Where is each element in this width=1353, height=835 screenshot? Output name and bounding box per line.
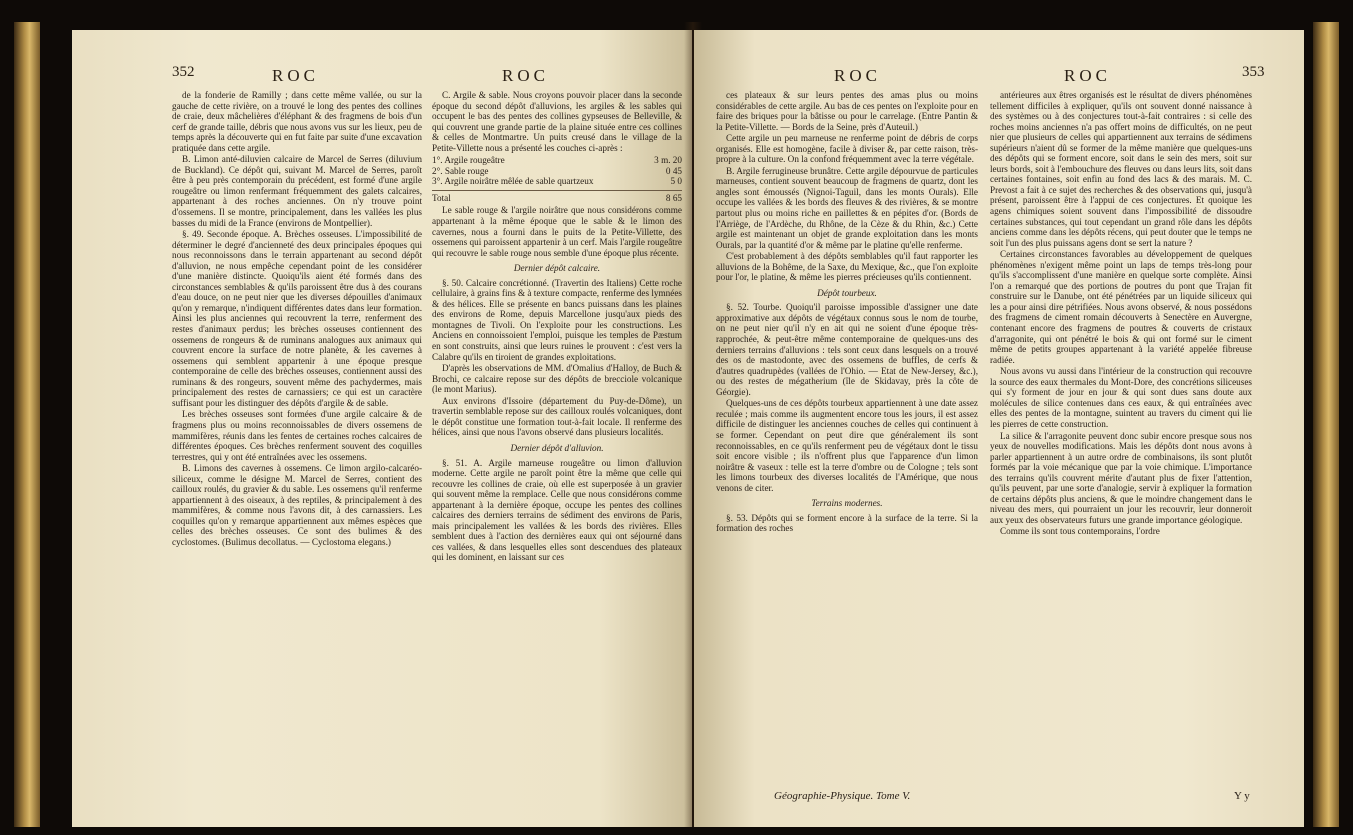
paragraph: ces plateaux & sur leurs pentes des amas plus ou moins considérables de cette argile. Au bas de ces pentes on l'exploite pour en faire des briques pour la bâtisse ou pour le carrelage. (Entre Pantin & la Petite-Villette. — Bords de la Seine, près d'Auteuil.) <box>716 90 978 132</box>
footer-signature: Géographie-Physique. Tome V. <box>774 790 911 802</box>
right-header-left: ROC <box>834 66 881 85</box>
left-page <box>72 30 692 827</box>
paragraph: §. 50. Calcaire concrétionné. (Travertin des Italiens) Cette roche cellulaire, à grains fins & à texture compacte, renferme des lymnées & des hélices. Elle se présente en bancs puissans dans les plaines des environs de Rome, depuis Marcellone jusqu'aux pieds des montagnes de Tivoli. On l'exploite pour les constructions. Les Anciens en connoissoient l'emploi, puisque les temples de Pæstum en sont construits, ainsi que leurs ruines le prouvent : c'est vers la Calabre qu'ils en tiroient de grandes exploitations. <box>432 277 682 362</box>
paragraph: B. Limon anté-diluvien calcaire de Marcel de Serres (diluvium de Buckland). Ce dépôt qui, suivant M. Marcel de Serres, paroît être à peu près contemporain du précédent, est formé d'une argile rougeâtre ou limon renfermant fréquemment des galets calcaires, appartenant à des roches anciennes. On n'y trouve point d'ossemens. Il se montre, principalement, dans les vallées les plus basses du midi de la France (environs de Montpellier). <box>172 154 422 228</box>
section-subtitle: Dernier dépôt d'alluvion. <box>510 442 604 453</box>
paragraph: de la fonderie de Ramilly ; dans cette même vallée, ou sur la gauche de cette rivière, on a trouvé le long des pentes des collines de craie, deux mâchelières d'éléphant & des fragmens de bois d'un cerf de grande taille, débris que nous avons vus sur les lieux, peu de temps après la découverte qui en fut faite par suite d'une excavation pratiquée dans cette argile. <box>172 90 422 153</box>
left-page-number: 352 <box>172 64 195 80</box>
paragraph: Aux environs d'Issoire (département du Puy-de-Dôme), un travertin semblable repose sur des cailloux roulés volcaniques, dont le dépôt constitue une formation tout-à-fait locale. Il renferme des hélices, ainsi que nous l'avons observé dans plusieurs localités. <box>432 395 682 438</box>
paragraph: Nous avons vu aussi dans l'intérieur de la construction qui recouvre la source des eaux thermales du Mont-Dore, des concrétions siliceuses qui s'y forment de jour en jour & qui sont dues sans doute aux molécules de silice contenues dans ces eaux, & qui entraînées avec elles des pentes de la montagne, suintent au travers du ciment qui lie les pierres de cette construction. <box>990 366 1252 429</box>
paragraph: Le sable rouge & l'argile noirâtre que nous considérons comme appartenant à la même époque que le sable & le limon des cavernes, nous a fourni dans le puits de la Petite-Villette, des ossemens qui paroissent appartenir à un cerf. Mais l'argile rougeâtre qui recouvre le sable rouge nous semble d'une époque plus récente. <box>432 205 682 258</box>
paragraph: D'après les observations de MM. d'Omalius d'Halloy, de Buch & Brochi, ce calcaire repose sur des dépôts de brecciole volcanique (le mont Marius). <box>432 363 682 395</box>
paragraph: Cette argile un peu marneuse ne renferme point de débris de corps organisés. Elle est homogène, facile à diviser &, par cette raison, très-propre à la culture. On la confond fréquemment avec la terre végétale. <box>716 133 978 165</box>
table-row: 3°. Argile noirâtre mêlée de sable quartzeux 5 0 <box>432 176 682 187</box>
footer-mark: Y y <box>1234 790 1250 802</box>
right-page-number: 353 <box>1242 64 1265 80</box>
paragraph: antérieures aux êtres organisés est le résultat de divers phénomènes tellement difficiles à expliquer, qu'ils ont souvent donné naissance à des systèmes ou à des conjectures tout-à-fait contraires : si celle des roches moins anciennes n'a pas offert moins de difficultés, on ne peut nier que plusieurs de celles qui appartiennent aux terrains de sédimens supérieurs n'aient dû se former de la même manière que quelques-uns des dépôts qui se forment encore, soit dans le sein des mers, soit sur leurs bords, soit à l'embouchure des fleuves ou dans leurs lits, soit dans certaines fontaines, soit enfin au fond des lacs & des marais. M. C. Prevost a fait à ce sujet des recherches & des observations qui, jusqu'à présent, paroissent être à l'appui de ces conjectures. Et quoique les agens chimiques soient souvent dans l'impossibilité de dissoudre certaines substances, qui tout cependant un grand rôle dans les dépôts anciens comme dans les dépôts récens, qui peut douter que le temps ne soit l'un des plus puissans agens dont se sert la nature ? <box>990 90 1252 248</box>
paragraph: Quelques-uns de ces dépôts tourbeux appartiennent à une date assez reculée ; mais comme ils augmentent encore tous les jours, il est assez difficile de distinguer les anciennes couches de celles qui continuent à se former. Cependant on peut dire que généralement ils sont reconnoissables, en ce qu'ils renferment peu de végétaux dont le tissu soit encore visible ; ils n'offrent plus que l'apparence d'un limon noirâtre & vaseux : telle est la terre d'ombre ou de Cologne ; tels sont les limons tourbeux des diverses localités de l'Amérique, que nous venons de citer. <box>716 398 978 493</box>
section-subtitle: Terrains modernes. <box>811 498 883 509</box>
paragraph: B. Limons des cavernes à ossemens. Ce limon argilo-calcaréo-siliceux, comme le désigne M. Marcel de Serres, contient des cailloux roulés, du gravier & du sable. Les ossemens qu'il renferme appartiennent à des oiseaux, à des reptiles, & principalement à des mammifères, & comme nous l'avons dit, à des carnassiers. Les coquilles qu'on y remarque appartiennent aux mêmes espèces que celles des brèches osseuses. Ce sont des bulimes & des cyclostomes. (Bulimus decollatus. — Cyclostoma elegans.) <box>172 463 422 547</box>
section-subtitle: Dépôt tourbeux. <box>817 287 877 298</box>
right-page <box>694 30 1304 827</box>
strata-table <box>432 155 682 203</box>
open-book <box>14 22 1339 827</box>
table-row: 1°. Argile rougeâtre 3 m. 20 <box>432 155 682 166</box>
paragraph: §. 49. Seconde époque. A. Brèches osseuses. L'impossibilité de déterminer le degré d'ancienneté des deux principales époques qui nous reconnoissons dans le terrain appartenant au second dépôt d'alluvion, ne nous empêche cependant point de les considérer d'une manière distincte. Quoiqu'ils aient été formés dans des circonstances semblables & qu'ils paroissent être dus à des courans d'eau douce, on ne peut nier que les diverses dépouilles d'animaux qu'on y remarque, n'indiquent différentes dates dans leur formation. Ainsi les plus anciennes qui recouvrent la terre, renferment des restes d'animaux perdus; les brèches osseuses contiennent des ossemens de rongeurs & de ruminans analogues aux animaux qui couvrent encore la surface de notre planète, & les cavernes à ossemens qui semblent appartenir à une époque presque contemporaine de celle des brèches osseuses, contiennent aussi des ruminans & des rongeurs, souvent même des pachydermes, mais principalement des restes de carnassiers; ce qui est un caractère suffisant pour les distinguer des dépôts d'argile & de sable. <box>172 229 422 408</box>
left-column-2 <box>432 90 682 564</box>
paragraph: B. Argile ferrugineuse brunâtre. Cette argile dépourvue de particules marneuses, contient souvent beaucoup de fragmens de quartz, dont les angles sont émoussés (Nignoi-Taguil, dans les monts Ourals). Elle occupe les vallées & les bords des fleuves & des rivières, & se montre partout plus ou moins riche en paillettes & en pépites d'or. (Bords de l'Arriège, de l'Ardèche, du Rhône, de la Cèze & du Rhin, &c.) Cette argile est maintenant un objet de grande exploitation dans les monts Ourals, par la quantité d'or & même par le platine qu'elle renferme. <box>716 165 978 250</box>
paragraph: §. 53. Dépôts qui se forment encore à la surface de la terre. Si la formation des roches <box>716 512 978 534</box>
book-edge-right <box>1313 22 1339 827</box>
table-row: 2°. Sable rouge 0 45 <box>432 165 682 176</box>
right-column-1 <box>716 90 978 535</box>
left-column-1 <box>172 90 422 549</box>
paragraph: La silice & l'arragonite peuvent donc subir encore presque sous nos yeux de nouvelles modifications. Mais les dépôts dont nous avons à parler appartiennent à un autre ordre de combinaisons, ils sont plutôt formés par la voie mécanique que par la voie chimique. L'importance des terrains qu'ils couvrent mérite d'autant plus de fixer l'attention, qu'ils peuvent, par une sorte d'analogie, servir à expliquer la formation de certains dépôts plus anciens, & que le moindre changement dans le niveau des mers, qui pourraient un jour les recouvrir, leur donneroit aux yeux des observateurs futurs une grande importance géologique. <box>990 430 1252 525</box>
paragraph: Certaines circonstances favorables au développement de quelques phénomènes n'exigent même point un laps de temps très-long pour qu'ils s'accomplissent d'une manière en quelque sorte complète. Ainsi l'on a remarqué que des portions de poutres du pont que Trajan fit construire sur le Danube, ont été pénétrées par un liquide siliceux qui les a pour ainsi dire pétrifiées. Nous avons observé, & nous possédons des fragmens de ciment romain découverts à Senectère en Auvergne, contenant encore des fragmens de poutres & couverts de cristaux d'arragonite, qui ont pénétré le bois & qui ont formé sur le ciment même de petits groupes appartenant à la variété appelée fibreuse radiée. <box>990 249 1252 365</box>
left-header-left: ROC <box>272 66 319 85</box>
right-header-right: ROC <box>1064 66 1111 85</box>
table-total-row: Total 8 65 <box>432 190 682 204</box>
paragraph: §. 51. A. Argile marneuse rougeâtre ou limon d'alluvion moderne. Cette argile ne paroît point être la même que celle qui recouvre les collines de craie, où elle est superposée à un gravier qui souvent même la remplace. Celle que nous considérons comme appartenant à la dernière époque, occupe les pentes des collines calcaires des derniers terrains de sédiment des environs de Paris, mais principalement les vallées & les bords des rivières. Elles semblent dues à l'action des dernières eaux qui ont séjourné dans ces vallées, & dans lesquelles elles sont descendues des plateaux qui les dominent, en laissant sur ces <box>432 457 682 563</box>
paragraph: C. Argile & sable. Nous croyons pouvoir placer dans la seconde époque du second dépôt d'alluvions, les argiles & les sables qui occupent le bas des pentes des collines gypseuses de Belleville, & qui couvrent une grande partie de la plaine située entre ces collines & celles de Montmartre. Un puits creusé dans le village de la Petite-Villette nous a présenté les couches ci-après : <box>432 90 682 153</box>
paragraph: §. 52. Tourbe. Quoiqu'il paroisse impossible d'assigner une date approximative aux dépôts de végétaux connus sous le nom de tourbe, on ne peut nier qu'il n'y en ait qui ne soient d'une époque très-rapprochée, & peut-être même contemporaine de quelques-uns des derniers terrains d'alluvions : tels sont ceux dans lesquels on a trouvé des os de mastodonte, avec des ossemens de buffles, de cerfs & d'autres quadrupèdes (vallées de l'Ohio. — Etat de New-Jersey, &c.), ou des restes de mégatherium (île de Skidavay, près la côte de Géorgie). <box>716 302 978 397</box>
paragraph: C'est probablement à des dépôts semblables qu'il faut rapporter les alluvions de la Bohême, de la Saxe, du Mexique, &c., que l'on exploite pour l'or, le platine, & même les pierres précieuses qu'ils contiennent. <box>716 251 978 283</box>
section-subtitle: Dernier dépôt calcaire. <box>513 263 601 274</box>
paragraph: Comme ils sont tous contemporains, l'ordre <box>1000 526 1160 537</box>
paragraph: Les brèches osseuses sont formées d'une argile calcaire & de fragmens plus ou moins reconnoissables de divers ossemens de mammifères, réunis dans les fentes de certaines roches calcaires de différentes époques. Ces brèches renferment souvent des coquilles terrestres, qui y ont été entraînées avec les ossemens. <box>172 409 422 462</box>
right-column-2 <box>990 90 1252 538</box>
book-edge-left <box>14 22 40 827</box>
left-header-right: ROC <box>502 66 549 85</box>
